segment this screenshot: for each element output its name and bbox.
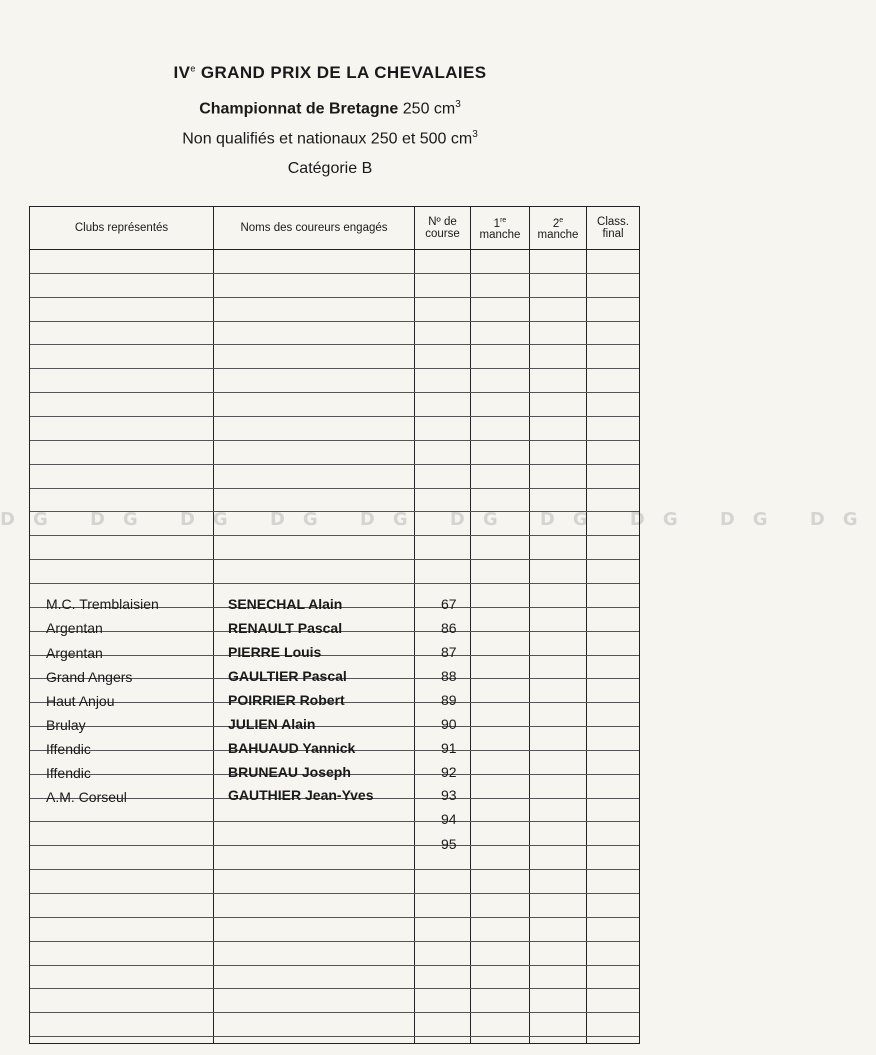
header-divider	[30, 249, 639, 250]
header-first-heat-number	[494, 215, 507, 230]
row-rider-name: BAHUAUD Yannick	[228, 740, 356, 756]
subtitle-championship	[0, 99, 660, 118]
row-race-number: 90	[441, 716, 457, 732]
row-rule	[30, 416, 639, 417]
row-club: Iffendic	[46, 741, 91, 757]
row-rider-name: BRUNEAU Joseph	[228, 764, 351, 780]
page-title	[0, 63, 660, 83]
row-club: Haut Anjou	[46, 693, 115, 709]
row-club: A.M. Corseul	[46, 789, 127, 805]
header-race-number-line1: Nº de	[428, 216, 457, 228]
row-rule	[30, 821, 639, 822]
row-rule	[30, 655, 639, 656]
header-race-number	[415, 207, 470, 249]
row-rule	[30, 941, 639, 942]
row-club: Argentan	[46, 645, 103, 661]
row-rule	[30, 583, 639, 584]
row-club: M.C. Tremblaisien	[46, 596, 159, 612]
row-rider-name: RENAULT Pascal	[228, 620, 343, 636]
header-second-heat	[530, 207, 586, 249]
row-rule	[30, 464, 639, 465]
row-rule	[30, 297, 639, 298]
header-second-heat-label: manche	[537, 229, 579, 242]
header-first-heat-digit: 1	[493, 217, 501, 230]
row-rule	[30, 1012, 639, 1013]
row-rider-name: SENECHAL Alain	[228, 596, 343, 612]
row-rule	[30, 535, 639, 536]
title-roman: IV	[173, 63, 191, 82]
entries-table	[29, 206, 640, 1044]
row-rule	[30, 988, 639, 989]
row-rule	[30, 488, 639, 489]
subtitle-class-text: Non qualifiés et nationaux 250 et 500 cm	[182, 130, 473, 148]
row-rule	[30, 511, 639, 512]
row-race-number: 89	[441, 692, 457, 708]
row-rule	[30, 845, 639, 846]
row-rider-name: PIERRE Louis	[228, 644, 322, 660]
header-first-heat	[471, 207, 529, 249]
row-rule	[30, 321, 639, 322]
row-rule	[30, 917, 639, 918]
watermark: DG DG DG DG DG DG DG DG DG DG	[0, 509, 876, 530]
header-final-ranking	[587, 207, 639, 249]
subtitle-category: Catégorie B	[287, 160, 373, 177]
row-rider-name: GAUTHIER Jean-Yves	[228, 787, 374, 803]
row-rider-name: GAULTIER Pascal	[228, 668, 347, 684]
row-rule	[30, 893, 639, 894]
header-final-ranking-line1: Class.	[597, 216, 629, 228]
row-rule	[30, 344, 639, 345]
row-club: Grand Angers	[46, 669, 133, 685]
header-first-heat-label: manche	[479, 229, 521, 242]
header-second-heat-digit: 2	[552, 217, 560, 230]
row-race-number: 88	[441, 668, 457, 684]
subtitle-class-sup: 3	[472, 129, 478, 140]
subtitle-championship-sup: 3	[455, 99, 461, 110]
header-first-heat-sup: re	[500, 216, 507, 224]
row-rule	[30, 392, 639, 393]
header-final-ranking-line2: final	[602, 228, 624, 240]
row-race-number: 93	[441, 787, 457, 803]
header-clubs: Clubs représentés	[74, 222, 169, 234]
row-race-number: 86	[441, 620, 457, 636]
row-race-number: 67	[441, 596, 457, 612]
row-rule	[30, 869, 639, 870]
row-race-number: 91	[441, 740, 457, 756]
row-club: Brulay	[46, 717, 86, 733]
row-race-number: 95	[441, 836, 457, 852]
row-race-number: 87	[441, 644, 457, 660]
row-rider-name: JULIEN Alain	[228, 716, 316, 732]
header-names: Noms des coureurs engagés	[240, 222, 388, 234]
row-rule	[30, 726, 639, 727]
row-race-number: 94	[441, 811, 457, 827]
row-rule	[30, 368, 639, 369]
subtitle-class	[0, 129, 660, 148]
row-rule	[30, 440, 639, 441]
header-race-number-line2: course	[425, 228, 460, 240]
subtitle-championship-bold: Championnat de Bretagne	[199, 100, 399, 118]
row-rider-name: POIRRIER Robert	[228, 692, 345, 708]
subtitle-championship-rest: 250 cm	[402, 100, 456, 118]
title-main: GRAND PRIX DE LA CHEVALAIES	[200, 63, 487, 82]
row-rule	[30, 965, 639, 966]
row-club: Argentan	[46, 620, 103, 636]
row-rule	[30, 559, 639, 560]
header-second-heat-sup: e	[559, 216, 564, 224]
row-rule	[30, 273, 639, 274]
title-sup: e	[190, 63, 196, 74]
row-race-number: 92	[441, 764, 457, 780]
header-second-heat-number	[553, 215, 563, 230]
row-club: Iffendic	[46, 765, 91, 781]
row-rule	[30, 1036, 639, 1037]
